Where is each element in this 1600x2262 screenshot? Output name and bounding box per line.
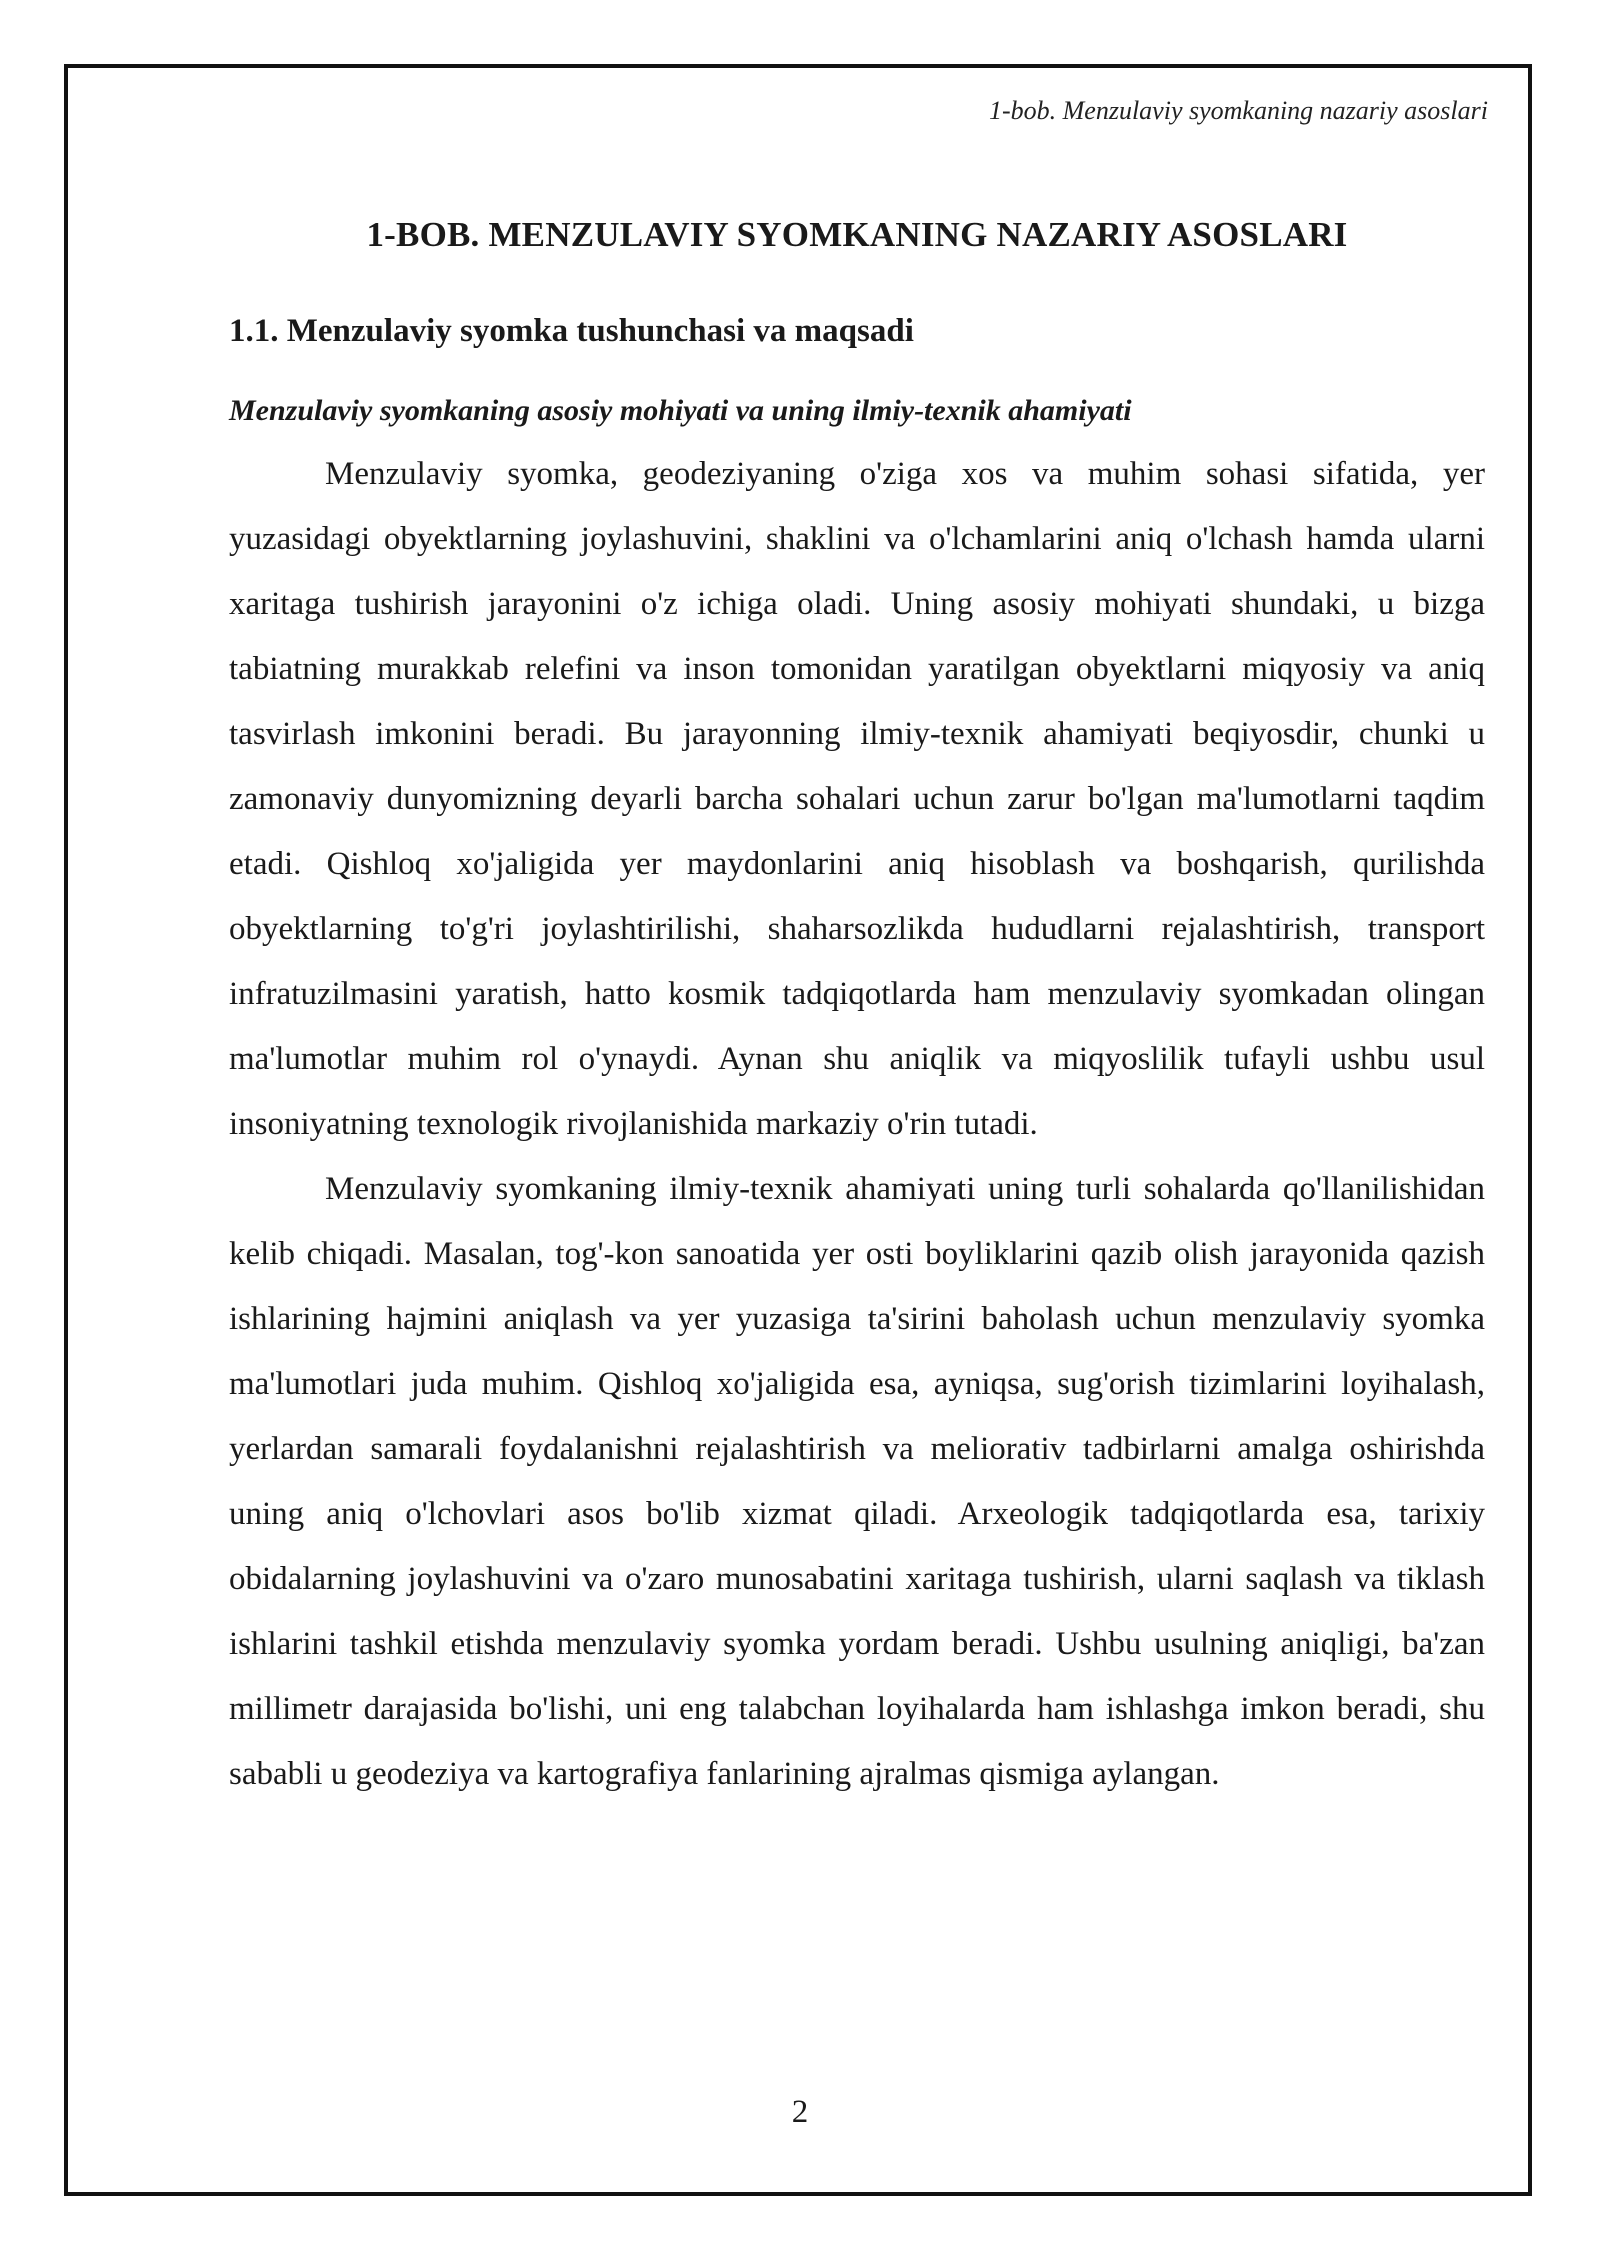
section-title: 1.1. Menzulaviy syomka tushunchasi va maqsadi	[229, 312, 914, 349]
page-content	[229, 212, 1485, 1807]
body-paragraph: Menzulaviy syomkaning ilmiy-texnik ahamiyati uning turli sohalarda qo'llanilishidan kelib chiqadi. Masalan, tog'-kon sanoatida yer osti boyliklarini qazib olish jarayonida qazish ishlarining hajmini aniqlash va yer yuzasiga ta'sirini baholash uchun menzulaviy syomka ma'lumotlari juda muhim. Qishloq xo'jaligida esa, ayniqsa, sug'orish tizimlarini loyihalash, yerlardan samarali foydalanishni rejalashtirish va meliorativ tadbirlarni amalga oshirishda uning aniq o'lchovlari asos bo'lib xizmat qiladi. Arxeologik tadqiqotlarda esa, tarixiy obidalarning joylashuvini va o'zaro munosabatini xaritaga tushirish, ularni saqlash va tiklash ishlarini tashkil etishda menzulaviy syomka yordam beradi. Ushbu usulning aniqligi, ba'zan millimetr darajasida bo'lishi, uni eng talabchan loyihalarda ham ishlashga imkon beradi, shu sababli u geodeziya va kartografiya fanlarining ajralmas qismiga aylangan.	[229, 1171, 1485, 1793]
subsection-title: Menzulaviy syomkaning asosiy mohiyati va uning ilmiy-texnik ahamiyati	[229, 394, 1132, 428]
running-header: 1-bob. Menzulaviy syomkaning nazariy asoslari	[988, 96, 1488, 125]
chapter-title: 1-BOB. MENZULAVIY SYOMKANING NAZARIY ASOSLARI	[366, 215, 1348, 254]
page-number: 2	[791, 2094, 809, 2130]
body-paragraph: Menzulaviy syomka, geodeziyaning o'ziga xos va muhim sohasi sifatida, yer yuzasidagi obyektlarning joylashuvini, shaklini va o'lchamlarini aniq o'lchash hamda ularni xaritaga tushirish jarayonini o'z ichiga oladi. Uning asosiy mohiyati shundaki, u bizga tabiatning murakkab relefini va inson tomonidan yaratilgan obyektlarni miqyosiy va aniq tasvirlash imkonini beradi. Bu jarayonning ilmiy-texnik ahamiyati beqiyosdir, chunki u zamonaviy dunyomizning deyarli barcha sohalari uchun zarur bo'lgan ma'lumotlarni taqdim etadi. Qishloq xo'jaligida yer maydonlarini aniq hisoblash va boshqarish, qurilishda obyektlarning to'g'ri joylashtirilishi, shaharsozlikda hududlarni rejalashtirish, transport infratuzilmasini yaratish, hatto kosmik tadqiqotlarda ham menzulaviy syomkadan olingan ma'lumotlar muhim rol o'ynaydi. Aynan shu aniqlik va miqyoslilik tufayli ushbu usul insoniyatning texnologik rivojlanishida markaziy o'rin tutadi.	[229, 456, 1485, 1143]
